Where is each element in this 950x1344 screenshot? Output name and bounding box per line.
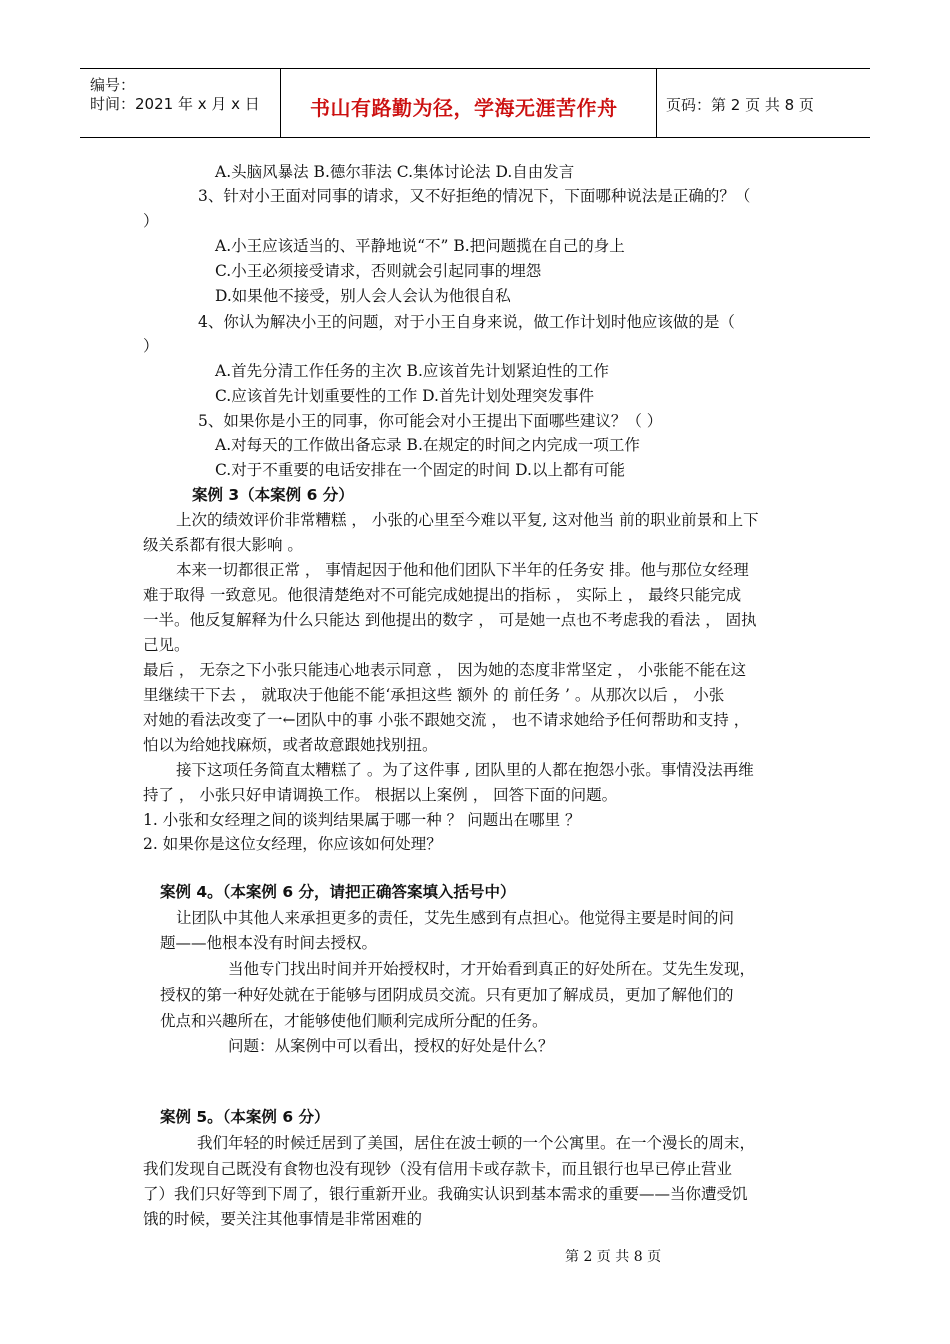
- case-heading: 案例 5。（本案例 6 分）: [160, 1108, 330, 1126]
- paragraph-line: 怕以为给她找麻烦，或者故意跟她找别扭。: [143, 736, 438, 754]
- paragraph-line: 当他专门找出时间并开始授权时，才开始看到真正的好处所在。艾先生发现，: [228, 960, 756, 978]
- paragraph-line: 我们发现自己既没有食物也没有现钞（没有信用卡或存款卡，而且银行也早已停止营业: [143, 1160, 733, 1178]
- option-line: A.头脑风暴法 B.德尔菲法 C.集体讨论法 D.自由发言: [215, 163, 575, 181]
- question-line: 问题：从案例中可以看出，授权的好处是什么？: [228, 1037, 554, 1055]
- document-number-label: 编号：: [90, 76, 136, 94]
- paragraph-line: 题——他根本没有时间去授权。: [160, 934, 378, 952]
- page-number-label: 页码：第 2 页 共 8 页: [666, 96, 814, 114]
- option-line: C.应该首先计划重要性的工作 D.首先计划处理突发事件: [215, 387, 594, 405]
- paragraph-line: 对她的看法改变了一←团队中的事 小张不跟她交流 ， 也不请求她给予任何帮助和支持 ，: [143, 711, 750, 729]
- paragraph-line: 本来一切都很正常 ， 事情起因于他和他们团队下半年的任务安 排。他与那位女经理: [176, 561, 749, 579]
- page-header: [80, 68, 870, 138]
- case-heading: 案例 4。（本案例 6 分，请把正确答案填入括号中）: [160, 883, 516, 901]
- header-motto: 书山有路勤为径，学海无涯苦作舟: [310, 96, 618, 120]
- header-divider: [656, 69, 657, 137]
- paragraph-line: 饿的时候，要关注其他事情是非常困难的: [143, 1210, 423, 1228]
- paragraph-line: 一半。他反复解释为什么只能达 到他提出的数字 ， 可是她一点也不考虑我的看法 ， 固执: [143, 611, 757, 629]
- page-footer: 第 2 页 共 8 页: [565, 1249, 662, 1265]
- paragraph-line: 上次的绩效评价非常糟糕 ， 小张的心里至今难以平复, 这对他当 前的职业前景和上下: [176, 511, 759, 529]
- header-divider: [280, 69, 281, 137]
- case-heading: 案例 3（本案例 6 分）: [192, 486, 354, 504]
- paragraph-line: 接下这项任务简直太糟糕了 。为了这件事 , 团队里的人都在抱怨小张。事情没法再维: [176, 761, 754, 779]
- document-date-label: 时间：2021 年 x 月 x 日: [90, 95, 260, 113]
- question-line: 1. 小张和女经理之间的谈判结果属于哪一种 ？ 问题出在哪里 ？: [143, 811, 581, 829]
- paragraph-line: 里继续干下去 ， 就取决于他能不能‘承担这些 额外 的 前任务 ’ 。从那次以后 ， 小张: [143, 686, 725, 704]
- question-line: ）: [143, 337, 159, 355]
- question-line: ）: [143, 212, 159, 230]
- question-line: 2. 如果你是这位女经理，你应该如何处理？: [143, 835, 442, 853]
- paragraph-line: 己见。: [143, 636, 190, 654]
- paragraph-line: 最后 ， 无奈之下小张只能违心地表示同意 ， 因为她的态度非常坚定 ， 小张能不能在这: [143, 661, 747, 679]
- paragraph-line: 授权的第一种好处就在于能够与团阴成员交流。只有更加了解成员，更加了解他们的: [160, 986, 734, 1004]
- paragraph-line: 我们年轻的时候迁居到了美国，居住在波士顿的一个公寓里。在一个漫长的周末，: [197, 1134, 756, 1152]
- paragraph-line: 级关系都有很大影响 。: [143, 536, 303, 554]
- option-line: A.首先分清工作任务的主次 B.应该首先计划紧迫性的工作: [215, 362, 609, 380]
- paragraph-line: 了）我们只好等到下周了，银行重新开业。我确实认识到基本需求的重要——当你遭受饥: [143, 1185, 748, 1203]
- paragraph-line: 难于取得 一致意见。他很清楚绝对不可能完成她提出的指标 ， 实际上 ， 最终只能完成: [143, 586, 742, 604]
- paragraph-line: 让团队中其他人来承担更多的责任，艾先生感到有点担心。他觉得主要是时间的问: [176, 909, 735, 927]
- question-line: 5、如果你是小王的同事，你可能会对小王提出下面哪些建议？（ ）: [198, 412, 663, 430]
- option-line: A.小王应该适当的、平静地说“不” B.把问题揽在自己的身上: [215, 237, 625, 255]
- paragraph-line: 持了 ， 小张只好申请调换工作。 根据以上案例 ， 回答下面的问题。: [143, 786, 618, 804]
- option-line: C.对于不重要的电话安排在一个固定的时间 D.以上都有可能: [215, 461, 625, 479]
- paragraph-line: 优点和兴趣所在，才能够使他们顺利完成所分配的任务。: [160, 1012, 548, 1030]
- option-line: D.如果他不接受，别人会人会认为他很自私: [215, 287, 511, 305]
- question-line: 4、你认为解决小王的问题，对于小王自身来说，做工作计划时他应该做的是（: [198, 313, 735, 331]
- option-line: C.小王必须接受请求，否则就会引起同事的埋怨: [215, 262, 542, 280]
- option-line: A.对每天的工作做出备忘录 B.在规定的时间之内完成一项工作: [215, 436, 640, 454]
- question-line: 3、针对小王面对同事的请求，又不好拒绝的情况下，下面哪种说法是正确的？（: [198, 187, 751, 205]
